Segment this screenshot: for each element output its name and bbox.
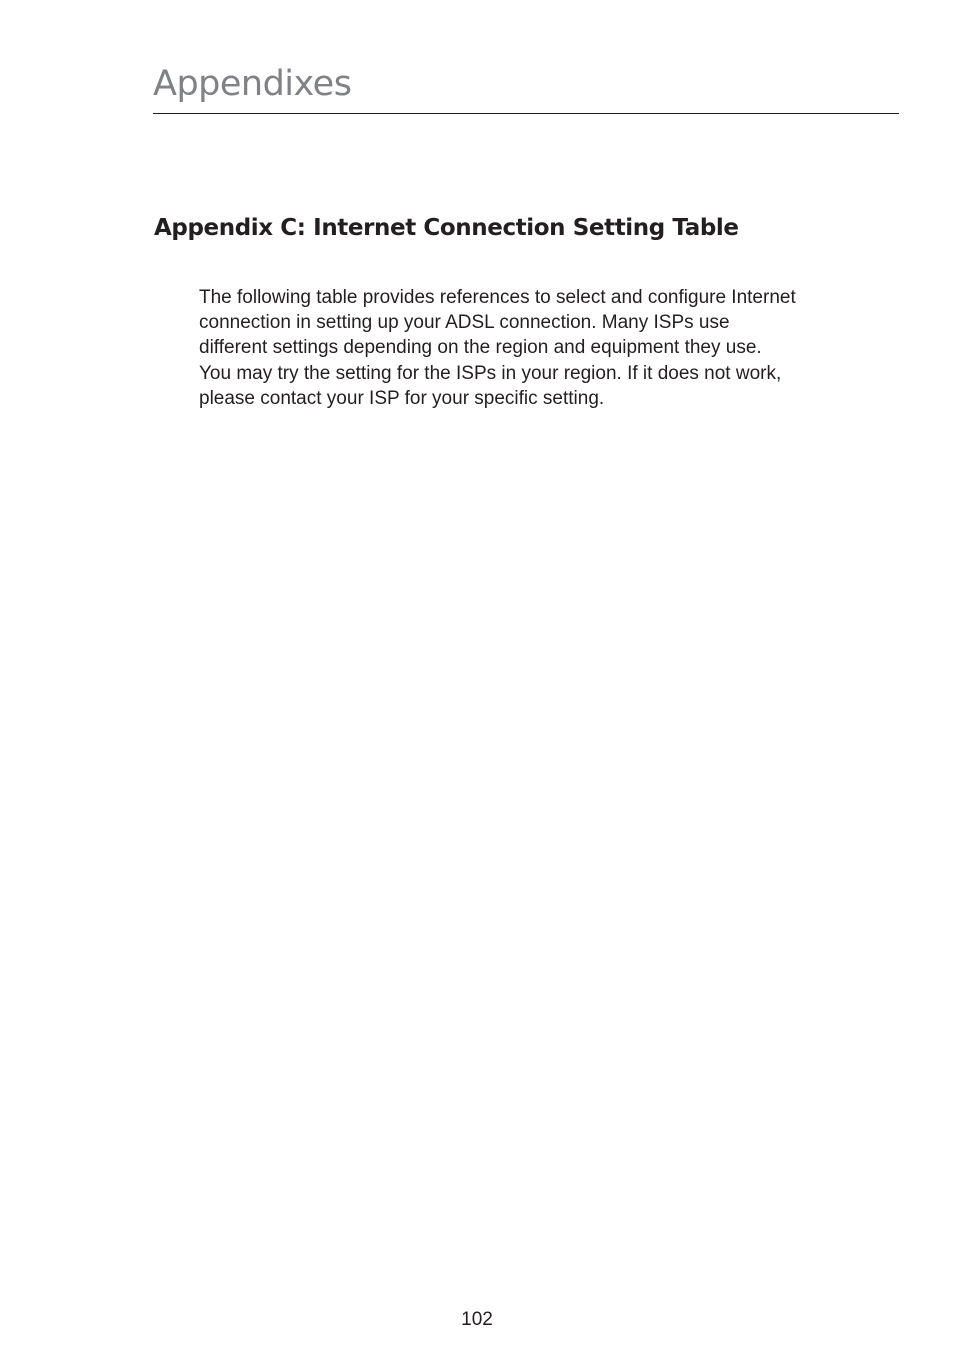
body-line: different settings depending on the region and equipment they use. [199,337,762,359]
section-heading: Appendix C: Internet Connection Setting Table [154,215,739,241]
body-paragraph [199,285,879,411]
running-header [153,62,899,114]
page-number: 102 [461,1309,493,1330]
running-header-title: Appendixes [153,64,352,104]
body-line: You may try the setting for the ISPs in your region. If it does not work, [199,362,782,384]
body-line: please contact your ISP for your specific setting. [199,387,605,409]
body-line: The following table provides references to select and configure Internet [199,287,796,308]
body-line: connection in setting up your ADSL connection. Many ISPs use [199,312,730,334]
